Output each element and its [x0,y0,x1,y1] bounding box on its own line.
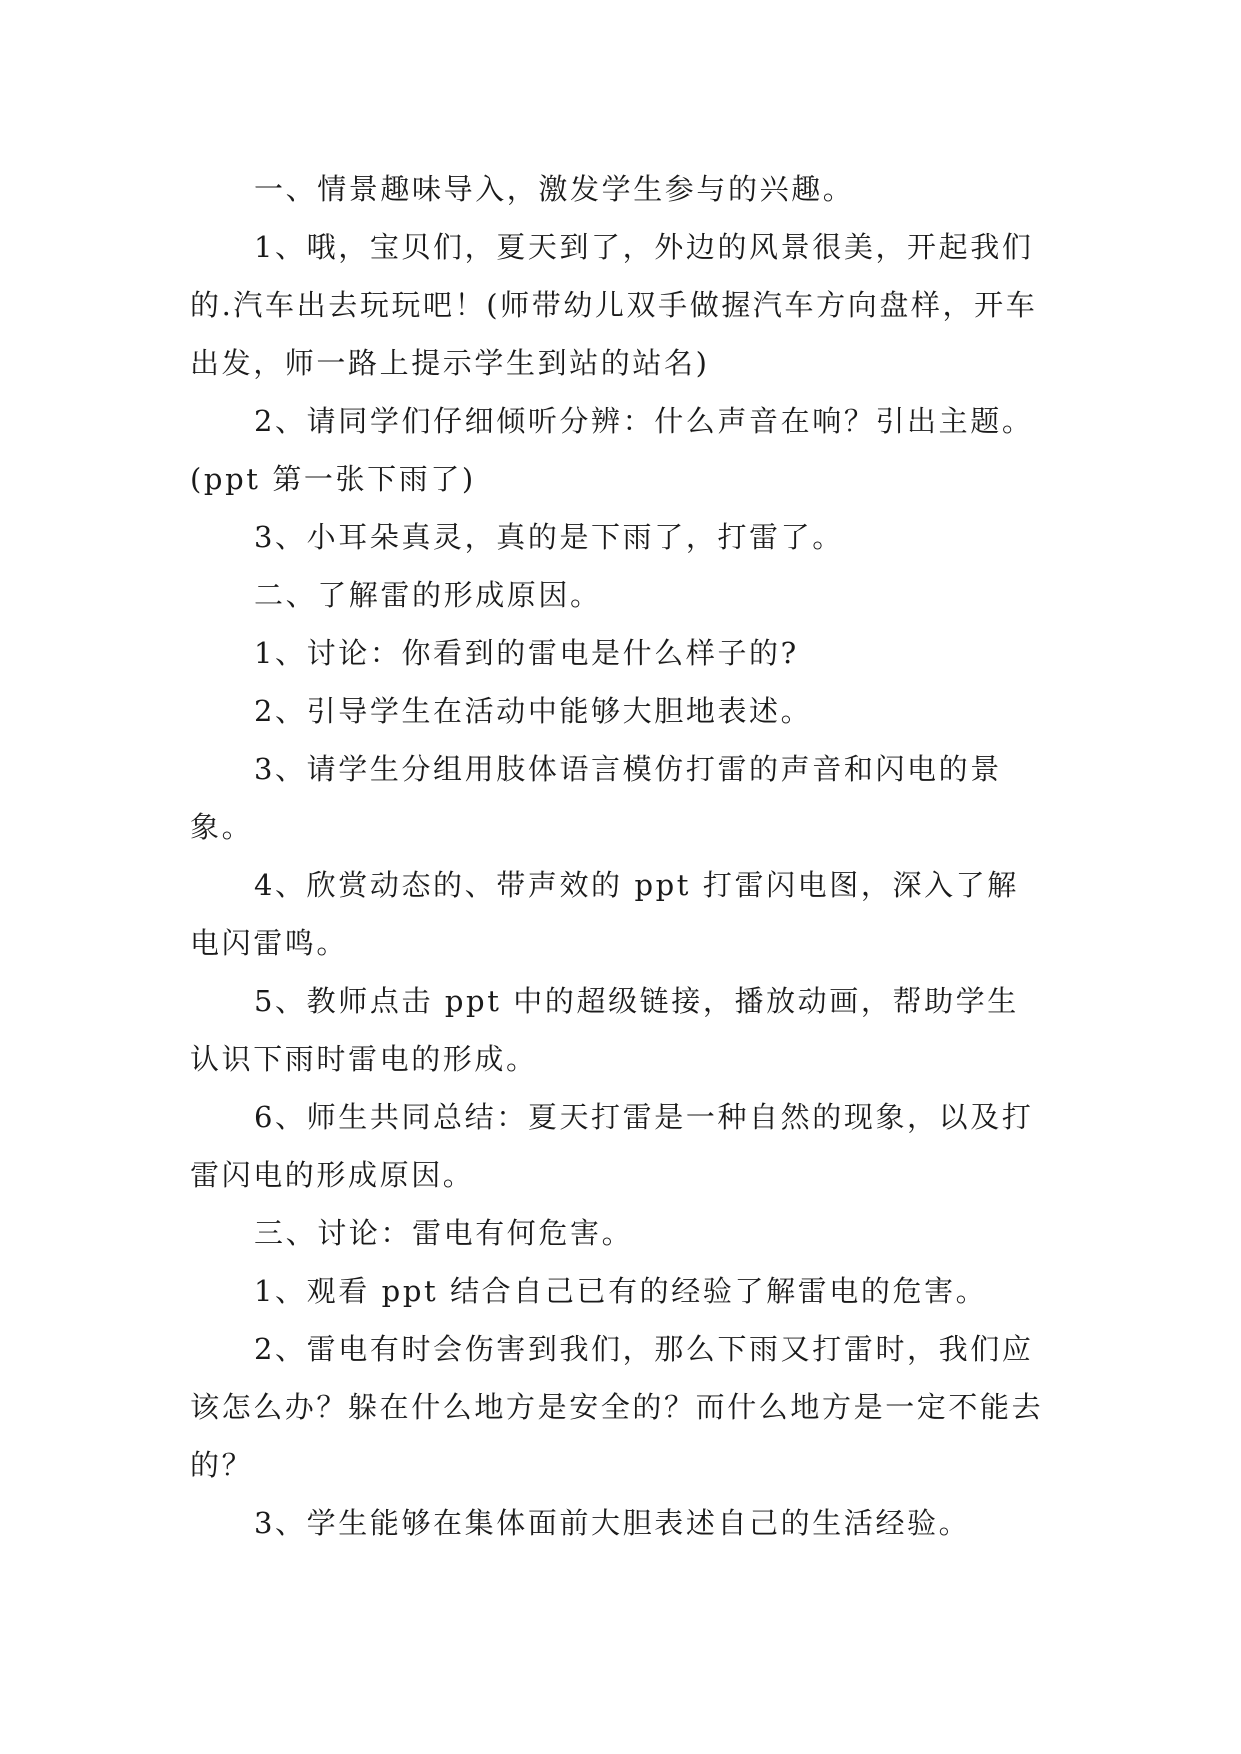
paragraph-2-3: 3、请学生分组用肢体语言模仿打雷的声音和闪电的景象。 [190,752,1002,844]
paragraph-2-4: 4、欣赏动态的、带声效的 ppt 打雷闪电图，深入了解电闪雷鸣。 [190,868,1019,960]
section-heading-3: 三、讨论：雷电有何危害。 [254,1216,634,1250]
paragraph-2-5: 5、教师点击 ppt 中的超级链接，播放动画，帮助学生认识下雨时雷电的形成。 [190,984,1019,1076]
paragraph-2-1: 1、讨论：你看到的雷电是什么样子的? [254,636,799,670]
paragraph-3-3: 3、学生能够在集体面前大胆表述自己的生活经验。 [254,1506,971,1540]
section-heading-1: 一、情景趣味导入，激发学生参与的兴趣。 [254,172,855,206]
paragraph-1-3: 3、小耳朵真灵，真的是下雨了，打雷了。 [254,520,844,554]
paragraph-2-2: 2、引导学生在活动中能够大胆地表述。 [254,694,813,728]
paragraph-2-6: 6、师生共同总结：夏天打雷是一种自然的现象，以及打雷闪电的形成原因。 [190,1100,1034,1192]
paragraph-1-1: 1、哦，宝贝们，夏天到了，外边的风景很美，开起我们的.汽车出去玩玩吧！(师带幼儿双手做握汽车方向盘样，开车出发，师一路上提示学生到站的站名) [190,230,1038,380]
paragraph-3-1: 1、观看 ppt 结合自己已有的经验了解雷电的危害。 [254,1274,988,1308]
paragraph-1-2: 2、请同学们仔细倾听分辨：什么声音在响？引出主题。(ppt 第一张下雨了) [190,404,1034,496]
paragraph-3-2: 2、雷电有时会伤害到我们，那么下雨又打雷时，我们应该怎么办？躲在什么地方是安全的？而什么地方是一定不能去的？ [190,1332,1044,1482]
section-heading-2: 二、了解雷的形成原因。 [254,578,602,612]
document-body [190,160,1050,1552]
